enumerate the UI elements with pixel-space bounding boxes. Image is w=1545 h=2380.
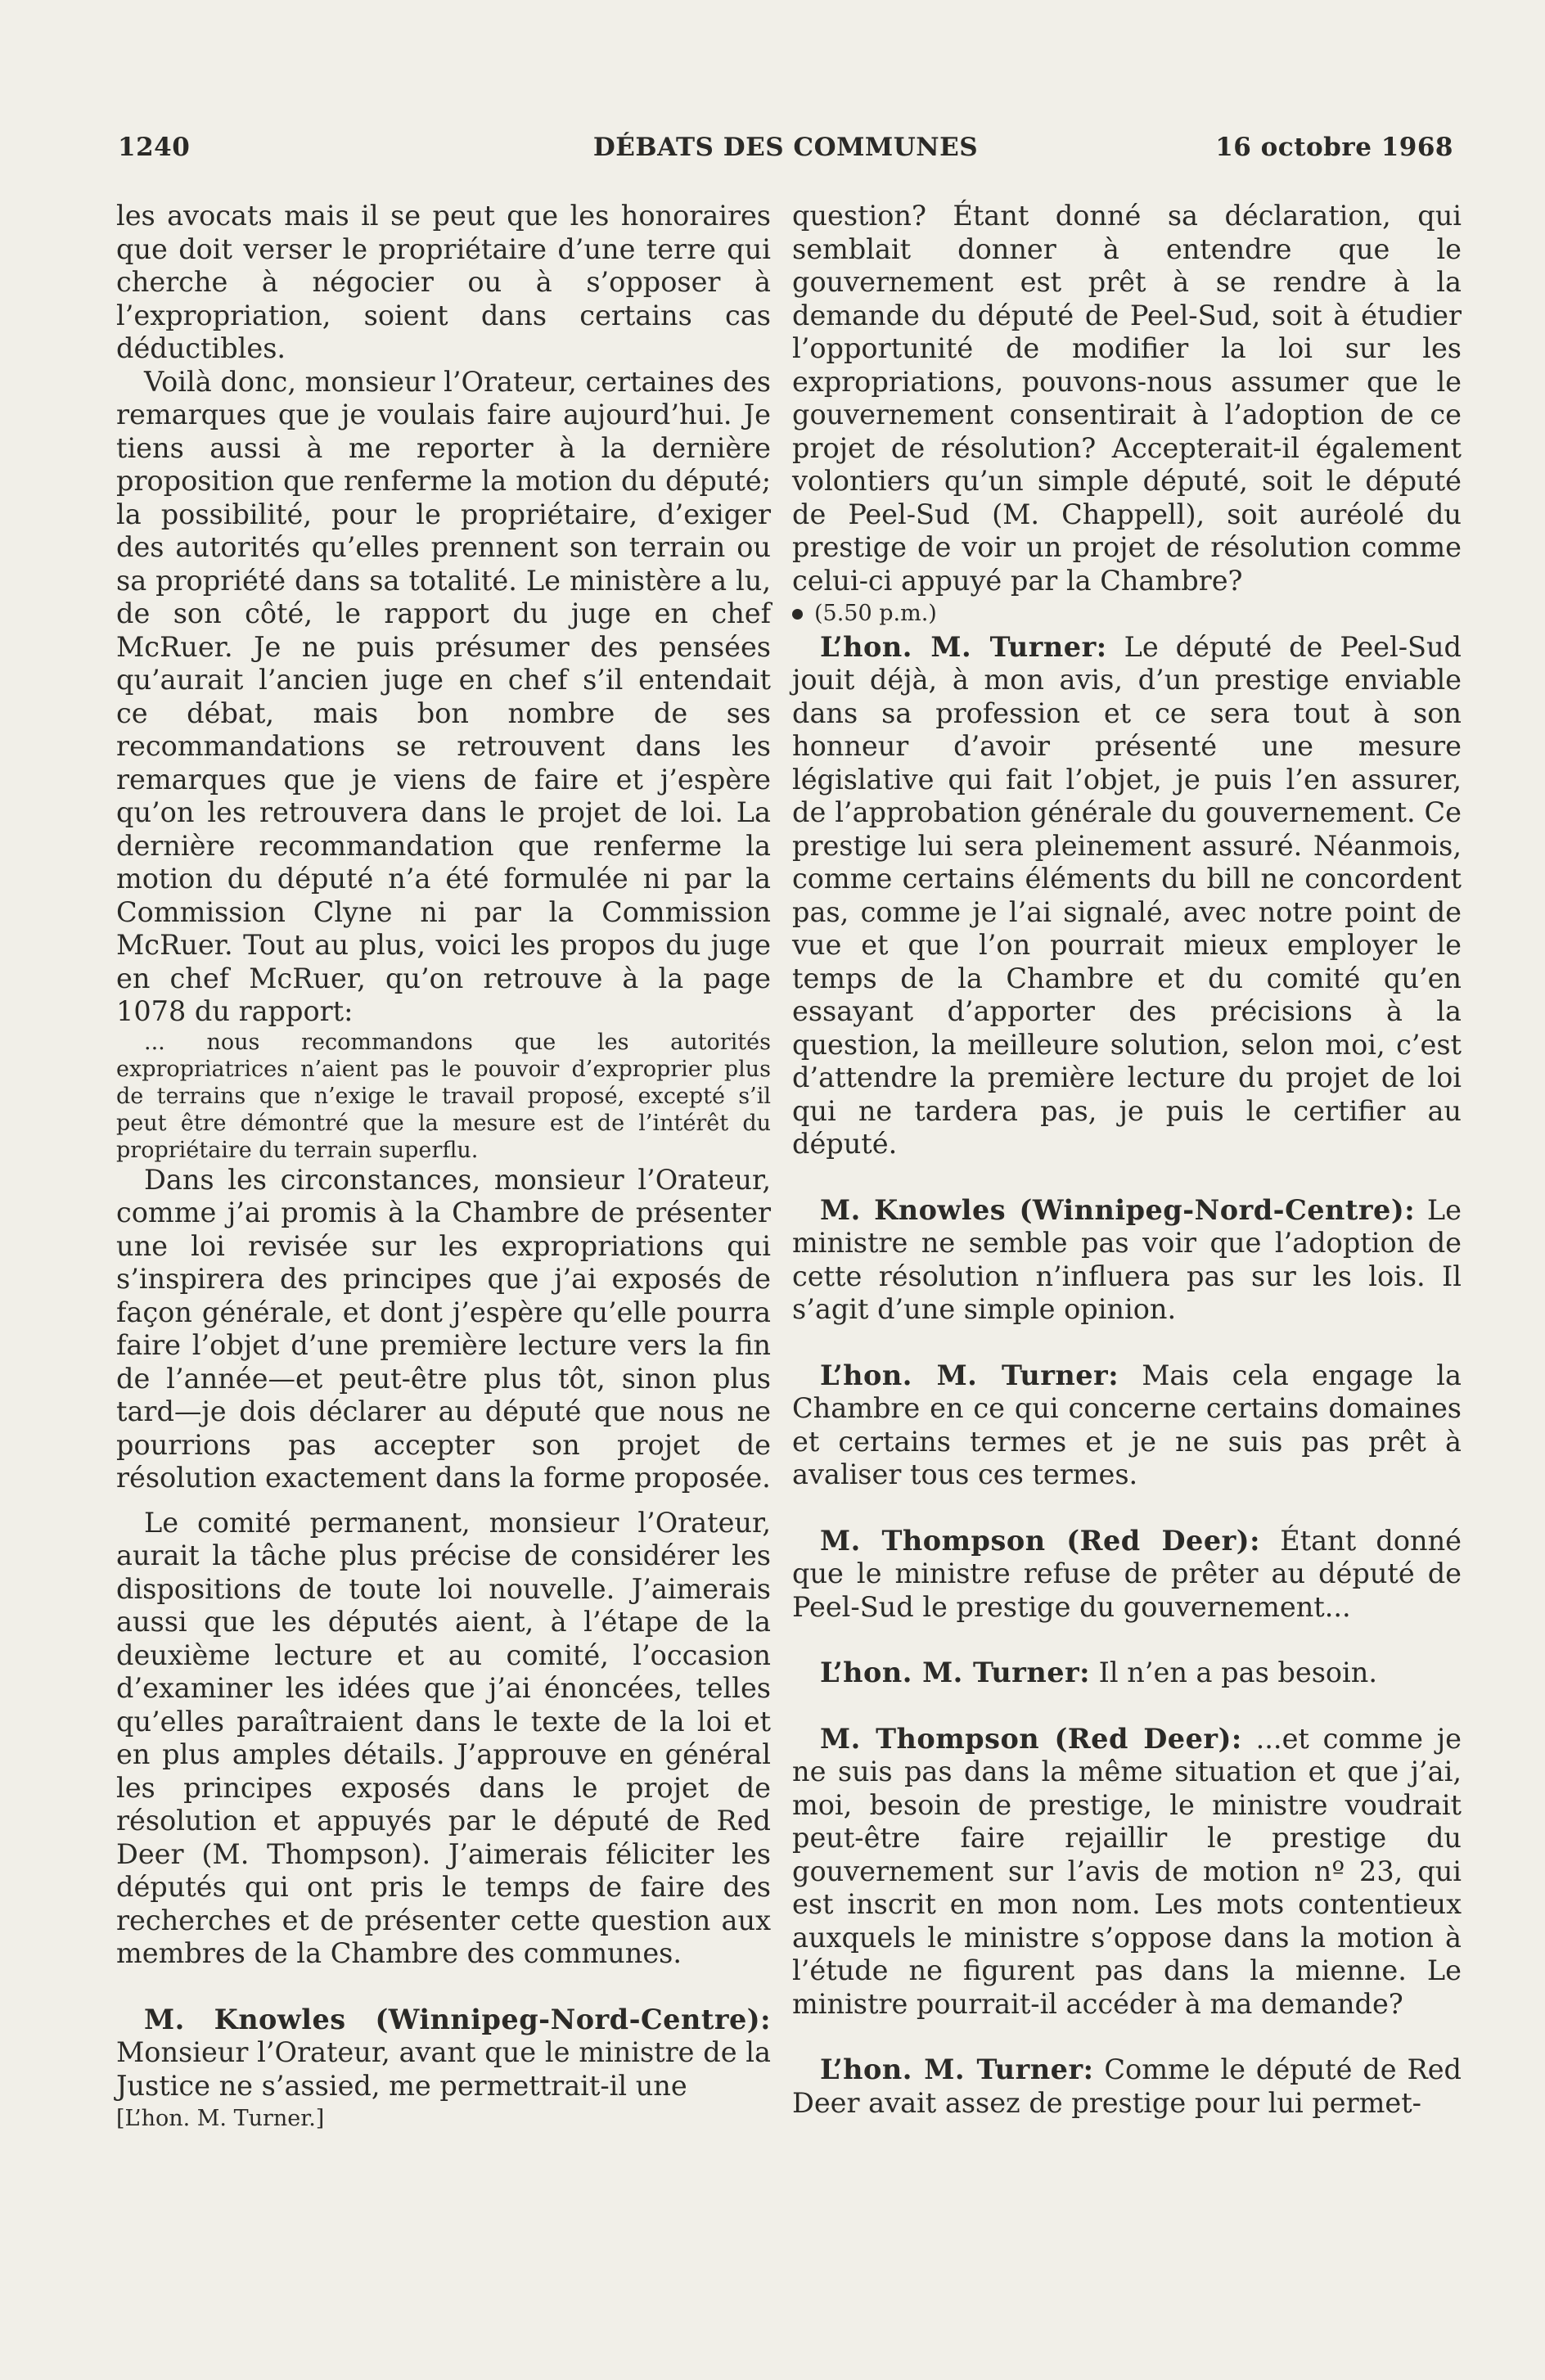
speaker-name: M. Thompson (Red Deer):: [820, 1722, 1242, 1755]
speaker-name: L’hon. M. Turner:: [820, 1359, 1119, 1391]
speech-text: Il n’en a pas besoin.: [1090, 1657, 1377, 1688]
left-column: [116, 200, 771, 2136]
bullet-icon: [792, 609, 803, 620]
paragraph: Dans les circonstances, monsieur l’Orateur, comme j’ai promis à la Chambre de présenter une loi revisée sur les expropriations qui s’inspirera des principes que j’ai exposés de façon générale, et dont j’espère qu’elle pourra faire l’objet d’une première lecture vers la fin de l’année—et peut-être plus tôt, sinon plus tard—je dois déclarer au député que nous ne pourrions pas accepter son projet de résolution exactement dans la forme proposée.: [116, 1163, 771, 1494]
speaker-name: L’hon. M. Turner:: [820, 630, 1107, 663]
speaker-name: M. Knowles (Winnipeg-Nord-Centre):: [820, 1193, 1416, 1226]
speaker-name: M. Thompson (Red Deer):: [820, 1524, 1261, 1557]
speech-text: Le ministre ne semble pas voir que l’adoption de cette résolution n’influera pas sur les lois. Il s’agit d’une simple opinion.: [792, 1193, 1462, 1325]
speech-text: Étant donné que le ministre refuse de prêter au député de Peel-Sud le prestige du gouvernement...: [792, 1524, 1462, 1623]
paragraph: Voilà donc, monsieur l’Orateur, certaines des remarques que je voulais faire aujourd’hui. Je tiens aussi à me reporter à la dernière proposition que renferme la motion du député; la possibilité, pour le propriétaire, d’exiger des autorités qu’elles prennent son terrain ou sa propriété dans sa totalité. Le ministère a lu, de son côté, le rapport du juge en chef McRuer. Je ne puis présumer des pensées qu’aurait l’ancien juge en chef s’il entendait ce débat, mais bon nombre de ses recommandations se retrouvent dans les remarques que je viens de faire et j’espère qu’on les retrouvera dans le projet de loi. La dernière recommandation que renferme la motion du député n’a été formulée ni par la Commission Clyne ni par la Commission McRuer. Tout au plus, voici les propos du juge en chef McRuer, qu’on retrouve à la page 1078 du rapport:: [116, 365, 771, 1027]
time-text: (5.50 p.m.): [814, 601, 937, 626]
paragraph: question? Étant donné sa déclaration, qui semblait donner à entendre que le gouvernement est prêt à se rendre à la demande du député de Peel-Sud, soit à étudier l’opportunité de modifier la loi sur les expropriations, pouvons-nous assumer que le gouvernement consentirait à l’adoption de ce projet de résolution? Accepterait-il également volontiers qu’un simple député, soit le député de Peel-Sud (M. Chappell), soit auréolé du prestige de voir un projet de résolution comme celui-ci appuyé par la Chambre?: [792, 200, 1462, 597]
speaker-name: L’hon. M. Turner:: [820, 1657, 1091, 1688]
page-number: 1240: [118, 133, 191, 162]
speech-paragraph: [792, 2053, 1462, 2120]
speech-paragraph: [792, 631, 1462, 1161]
speech-paragraph: [792, 1194, 1462, 1327]
speech-text: Mais cela engage la Chambre en ce qui concerne certains domaines et certains termes et je ne suis pas prêt à avaliser tous ces termes.: [792, 1359, 1462, 1490]
speech-text: Comme le député de Red Deer avait assez de prestige pour lui permet-: [792, 2053, 1462, 2119]
speaker-name: M. Knowles (Winnipeg-Nord-Centre):: [144, 2003, 771, 2035]
paragraph: les avocats mais il se peut que les honoraires que doit verser le propriétaire d’une terre qui cherche à négocier ou à s’opposer à l’expropriation, soient dans certains cas déductibles.: [116, 200, 771, 364]
paragraph: Le comité permanent, monsieur l’Orateur, aurait la tâche plus précise de considérer les dispositions de toute loi nouvelle. J’aimerais aussi que les députés aient, à l’étape de la deuxième lecture et au comité, l’occasion d’examiner les idées que j’ai énoncées, telles qu’elles paraîtraient dans le texte de la loi et en plus amples détails. J’approuve en général les principes exposés dans le projet de résolution et appuyés par le député de Red Deer (M. Thompson). J’aimerais féliciter les députés qui ont pris le temps de faire des recherches et de présenter cette question aux membres de la Chambre des communes.: [116, 1506, 771, 1969]
speech-text: Le député de Peel-Sud jouit déjà, à mon avis, d’un prestige enviable dans sa profession et ce sera tout à son honneur d’avoir présenté une mesure législative qui fait l’objet, je puis l’en assurer, de l’approbation générale du gouvernement. Ce prestige lui sera pleinement assuré. Néanmois, comme certains éléments du bill ne concordent pas, comme je l’ai signalé, avec notre point de vue et que l’on pourrait mieux employer le temps de la Chambre et du comité qu’en essayant d’apporter des précisions à la question, la meilleure solution, selon moi, c’est d’attendre la première lecture du projet de loi qui ne tardera pas, je puis le certifier au député.: [792, 630, 1462, 1160]
speaker-name: L’hon. M. Turner:: [820, 2053, 1094, 2085]
speech-paragraph: [792, 1525, 1462, 1625]
speech-text: ...et comme je ne suis pas dans la même situation et que j’ai, moi, besoin de prestige, le ministre voudrait peut-être faire rejaillir le prestige du gouvernement sur l’avis de motion nº 23, qui est inscrit en mon nom. Les mots contentieux auxquels le ministre s’oppose dans la motion à l’étude ne figurent pas dans la mienne. Le ministre pourrait-il accéder à ma demande?: [792, 1722, 1462, 2020]
speech-paragraph: [792, 1723, 1462, 2022]
speaker-attribution: [L’hon. M. Turner.]: [116, 2106, 325, 2131]
speech-paragraph: [792, 1359, 1462, 1492]
block-quote: ... nous recommandons que les autorités expropriatrices n’aient pas le pouvoir d’exproprier plus de terrains que n’exige le travail proposé, excepté s’il peut être démontré que la mesure est de l’intérêt du propriétaire du terrain superflu.: [116, 1029, 771, 1163]
right-column: [792, 200, 1462, 2120]
page-header: [118, 133, 1453, 172]
page-title: DÉBATS DES COMMUNES: [592, 133, 979, 162]
speech-paragraph: [116, 2004, 771, 2103]
time-stamp: [792, 597, 1462, 631]
speech-paragraph: [792, 1657, 1462, 1690]
speech-text: Monsieur l’Orateur, avant que le ministre de la Justice ne s’assied, me permettrait-il une: [116, 2036, 771, 2102]
page-date: 16 octobre 1968: [1215, 133, 1453, 162]
